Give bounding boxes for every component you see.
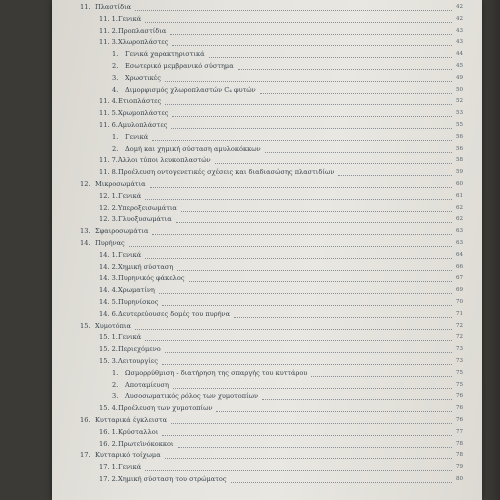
toc-page-number: 78 xyxy=(456,440,463,447)
toc-row xyxy=(52,144,467,155)
toc-page-number: 60 xyxy=(456,181,463,187)
toc-page-number: 62 xyxy=(456,216,463,223)
dot-leader xyxy=(189,281,452,282)
toc-page-number: 75 xyxy=(456,369,463,376)
toc-row xyxy=(52,250,467,261)
toc-page-number: 50 xyxy=(456,86,463,93)
toc-row xyxy=(52,226,467,237)
toc-row xyxy=(52,344,467,355)
dot-leader xyxy=(181,211,452,212)
toc-title: Προπλαστίδια xyxy=(118,26,167,35)
dot-leader xyxy=(145,22,452,23)
toc-number: 14. 4. xyxy=(99,286,118,295)
toc-row xyxy=(52,415,467,426)
toc-page-number: 73 xyxy=(456,358,463,364)
toc-page-number: 58 xyxy=(456,157,463,164)
toc-title: Περιεχόμενο xyxy=(118,345,161,354)
toc-page-number: 71 xyxy=(456,310,463,317)
toc-title: Χημική σύσταση του στρώματος xyxy=(118,475,227,483)
toc-page-number: 75 xyxy=(456,381,463,388)
toc-page-number: 78 xyxy=(456,452,463,459)
toc-title: Μικροσωμάτια xyxy=(95,180,146,188)
dot-leader xyxy=(177,270,452,271)
toc-row xyxy=(52,474,467,485)
toc-page-number: 76 xyxy=(456,417,463,423)
toc-row xyxy=(52,297,467,308)
toc-page-number: 56 xyxy=(456,145,463,152)
toc-title: Αποταμίευση xyxy=(125,380,169,389)
toc-page-number: 72 xyxy=(456,322,463,329)
dot-leader xyxy=(178,447,452,448)
dot-leader xyxy=(152,234,452,235)
toc-number: 12. xyxy=(80,180,91,188)
toc-number: 14. 3. xyxy=(99,274,118,283)
toc-page-number: 56 xyxy=(456,133,463,140)
toc-page-number: 80 xyxy=(456,476,463,482)
dot-leader xyxy=(262,399,452,400)
toc-title: Χρωστικές xyxy=(125,73,161,82)
toc-title: Γενικά xyxy=(118,333,142,342)
toc-title: Χλωροπλάστες xyxy=(118,38,169,47)
toc-row xyxy=(52,155,467,166)
toc-number: 15. 4. xyxy=(99,404,118,413)
toc-title: Πλαστίδια xyxy=(95,3,132,11)
toc-number: 16. 1. xyxy=(99,427,118,436)
toc-page-number: 42 xyxy=(456,4,463,10)
toc-row xyxy=(52,191,467,202)
toc-page-number: 73 xyxy=(456,346,463,353)
dot-leader xyxy=(135,10,452,11)
toc-title: Προέλευση οντογενετικές σχέσεις και διαδιασώσης πλαστιδίων xyxy=(118,168,335,177)
toc-row xyxy=(52,49,467,60)
toc-number: 4. xyxy=(112,85,119,94)
toc-page-number: 72 xyxy=(456,334,463,341)
toc-page-number: 66 xyxy=(456,263,463,270)
toc-number: 16. xyxy=(80,416,91,424)
toc-number: 2. xyxy=(112,62,119,70)
toc-number: 1. xyxy=(112,132,119,141)
toc-title: Γενικά xyxy=(118,463,142,472)
toc-row xyxy=(52,179,467,190)
toc-page-number: 76 xyxy=(456,405,463,412)
toc-number: 13. xyxy=(80,227,91,236)
toc-number: 2. xyxy=(112,380,119,389)
toc-number: 14. 2. xyxy=(99,262,118,271)
toc-row xyxy=(52,309,467,320)
dot-leader xyxy=(165,104,452,105)
dot-leader xyxy=(162,305,452,306)
dot-leader xyxy=(173,388,452,389)
toc-page-number: 79 xyxy=(456,464,463,471)
dot-leader xyxy=(162,364,452,365)
toc-row xyxy=(52,403,467,414)
toc-title: Γλυοξυσωμάτια xyxy=(118,215,172,224)
dot-leader xyxy=(231,482,452,483)
toc-row xyxy=(52,321,467,332)
dot-leader xyxy=(265,152,452,153)
dot-leader xyxy=(145,258,452,259)
toc-number: 16. 2. xyxy=(99,439,118,448)
toc-title: Εσωτερικό μεμβρανικό σύστημα xyxy=(125,62,234,70)
toc-page-number: 70 xyxy=(456,299,463,305)
toc-number: 14. xyxy=(80,239,91,247)
toc-row xyxy=(52,108,467,119)
toc-title: Πυρηνικός φάκελος xyxy=(118,274,185,283)
toc-row xyxy=(52,120,467,131)
toc-row xyxy=(52,61,467,72)
dot-leader xyxy=(162,435,452,436)
toc-row xyxy=(52,427,467,438)
toc-page-number: 43 xyxy=(456,27,463,34)
toc-page-number: 53 xyxy=(456,110,463,117)
toc-row xyxy=(52,462,467,473)
toc-title: Κρύσταλλοι xyxy=(118,427,159,436)
toc-title: Προέλευση των χυμοτοπίων xyxy=(118,404,213,413)
toc-row xyxy=(52,450,467,461)
dot-leader xyxy=(238,69,452,70)
toc-number: 1. xyxy=(112,50,119,59)
toc-page-number: 67 xyxy=(456,275,463,282)
toc-row xyxy=(52,238,467,249)
toc-row xyxy=(52,167,467,178)
toc-title: Κυτταρικά έγκλειστα xyxy=(95,416,168,424)
dot-leader xyxy=(150,187,452,188)
toc-number: 15. 3. xyxy=(99,357,118,365)
dot-leader xyxy=(165,352,452,353)
toc-page-number: 63 xyxy=(456,228,463,235)
dot-leader xyxy=(176,222,452,223)
toc-title: Πυρηνίσκος xyxy=(118,298,159,306)
toc-page-number: 63 xyxy=(456,240,463,246)
toc-page-number: 52 xyxy=(456,98,463,105)
dot-leader xyxy=(165,81,452,82)
toc-row xyxy=(52,391,467,402)
toc-row xyxy=(52,214,467,225)
toc-row xyxy=(52,332,467,343)
toc-page-number: 55 xyxy=(456,122,463,128)
toc-row xyxy=(52,262,467,273)
dot-leader xyxy=(165,458,452,459)
toc-row xyxy=(52,85,467,96)
toc-number: 11. 5. xyxy=(99,109,118,118)
dot-leader xyxy=(171,423,452,424)
toc-title: Λειτουργίες xyxy=(118,357,158,365)
toc-number: 3. xyxy=(112,392,119,401)
toc-number: 14. 5. xyxy=(99,298,118,306)
toc-row xyxy=(52,439,467,450)
toc-title: Χυμοτόπια xyxy=(95,321,131,330)
toc-row xyxy=(52,96,467,107)
dot-leader xyxy=(171,128,452,129)
toc-number: 15. xyxy=(80,321,91,330)
dot-leader xyxy=(145,470,452,471)
toc-page-number: 62 xyxy=(456,204,463,211)
toc-row xyxy=(52,356,467,367)
toc-number: 14. 6. xyxy=(99,309,118,318)
toc-number: 17. 1. xyxy=(99,463,118,472)
toc-title: Δευτερεύουσες δομές του πυρήνα xyxy=(118,309,231,318)
toc-number: 15. 1. xyxy=(99,333,118,342)
toc-title: Διμορφισμός χλωροπλαστών C₄ φυτών xyxy=(125,85,256,94)
dot-leader xyxy=(170,34,452,35)
toc-title: Γενικά xyxy=(125,132,149,141)
toc-number: 12. 3. xyxy=(99,215,118,224)
dot-leader xyxy=(172,116,452,117)
dot-leader xyxy=(159,293,452,294)
dot-leader xyxy=(260,93,452,94)
toc-number: 11. 3. xyxy=(99,38,118,47)
toc-number: 17. xyxy=(80,451,91,460)
toc-title: Πυρήνας xyxy=(95,239,125,247)
dot-leader xyxy=(172,45,452,46)
toc-row xyxy=(52,368,467,379)
toc-title: Υπεροξεισωμάτια xyxy=(118,203,177,212)
toc-row xyxy=(52,285,467,296)
toc-title: Λυσοσωματικός ρόλος των χυμοτοπίων xyxy=(125,392,259,401)
toc-number: 11. 1. xyxy=(99,14,118,23)
dot-leader xyxy=(129,246,452,247)
toc-title: Σφαιροσωμάτια xyxy=(95,227,149,236)
toc-title: Ωσμορρύθμιση - διατήρηση της σπαργής του κυττάρου xyxy=(125,368,308,377)
book-page xyxy=(52,0,482,500)
toc-number: 11. 6. xyxy=(99,121,118,129)
toc-row xyxy=(52,26,467,37)
toc-row xyxy=(52,380,467,391)
toc-number: 14. 1. xyxy=(99,250,118,259)
dot-leader xyxy=(234,317,452,318)
toc-number: 11. 2. xyxy=(99,26,118,35)
toc-row xyxy=(52,73,467,84)
toc-page-number: 77 xyxy=(456,428,463,435)
toc-page-number: 64 xyxy=(456,251,463,258)
toc-page-number: 61 xyxy=(456,192,463,199)
dot-leader xyxy=(152,140,452,141)
toc-title: Άλλοι τύποι λευκοπλαστών xyxy=(118,156,211,165)
toc-row xyxy=(52,37,467,48)
dot-leader xyxy=(338,175,452,176)
toc-page-number: 42 xyxy=(456,15,463,22)
toc-row xyxy=(52,273,467,284)
dot-leader xyxy=(145,340,452,341)
dot-leader xyxy=(215,163,452,164)
toc-row xyxy=(52,2,467,13)
toc-title: Δομή και χημική σύσταση αμυλοκόκκων xyxy=(125,144,261,153)
toc-page-number: 44 xyxy=(456,51,463,58)
toc-title: Γενικά χαρακτηριστικά xyxy=(125,50,205,59)
toc-title: Χημική σύσταση xyxy=(118,262,174,271)
toc-page-number: 43 xyxy=(456,39,463,46)
toc-title: Γενικά xyxy=(118,191,142,200)
toc-title: Γενικά xyxy=(118,250,142,259)
toc-number: 11. 8. xyxy=(99,168,118,177)
toc-page-number: 76 xyxy=(456,393,463,400)
toc-title: Πρωτεϊνόκοκκοι xyxy=(118,439,174,448)
dot-leader xyxy=(135,329,452,330)
toc-number: 3. xyxy=(112,73,119,82)
dot-leader xyxy=(311,376,452,377)
toc-page-number: 49 xyxy=(456,74,463,81)
toc-row xyxy=(52,132,467,143)
dot-leader xyxy=(209,57,452,58)
toc-page-number: 69 xyxy=(456,287,463,294)
toc-number: 11. 7. xyxy=(99,156,118,165)
toc-title: Γενικά xyxy=(118,14,142,23)
toc-number: 15. 2. xyxy=(99,345,118,354)
toc-number: 11. xyxy=(80,3,91,11)
toc-title: Χρωματίνη xyxy=(118,286,155,295)
toc-number: 17. 2. xyxy=(99,475,118,483)
toc-number: 12. 1. xyxy=(99,191,118,200)
toc-page-number: 59 xyxy=(456,169,463,176)
toc-number: 11. 4. xyxy=(99,97,118,106)
toc-title: Χρωμοπλάστες xyxy=(118,109,169,118)
toc-page-number: 45 xyxy=(456,63,463,69)
toc-title: Αμυλοπλάστες xyxy=(118,121,168,129)
toc-row xyxy=(52,14,467,25)
toc-number: 1. xyxy=(112,368,119,377)
toc-title: Κυτταρικό τοίχωμα xyxy=(95,451,161,460)
toc-title: Ετιοπλάστες xyxy=(118,97,162,106)
toc-row xyxy=(52,203,467,214)
dot-leader xyxy=(216,411,452,412)
toc-number: 12. 2. xyxy=(99,203,118,212)
dot-leader xyxy=(145,199,452,200)
toc-number: 2. xyxy=(112,144,119,153)
